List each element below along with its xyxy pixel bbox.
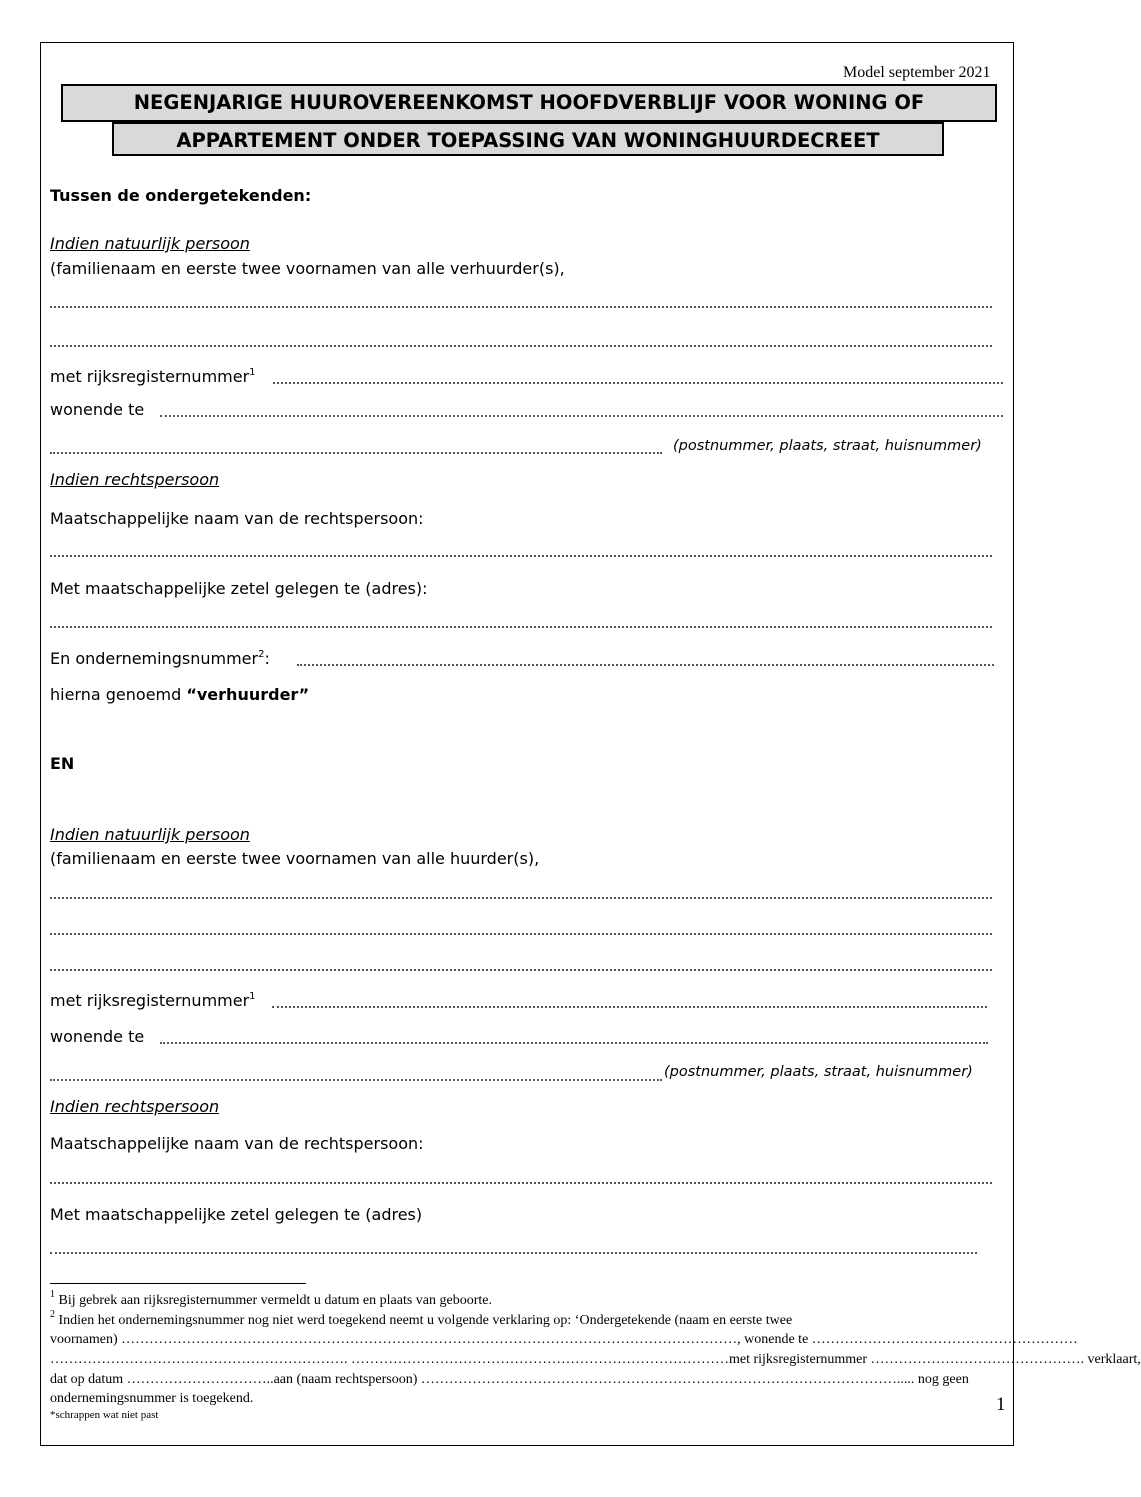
landlord-rijksregister-label: met rijksregisternummer$^1$ bbox=[50, 367, 256, 386]
landlord-address-field[interactable] bbox=[50, 451, 662, 454]
landlord-enterprise-field[interactable] bbox=[297, 663, 994, 666]
landlord-company-name-label: Maatschappelijke naam van de rechtspersoon: bbox=[50, 509, 424, 528]
landlord-wonende-field[interactable] bbox=[160, 414, 1003, 417]
landlord-rijksregister-field[interactable] bbox=[273, 381, 1003, 384]
tenant-company-name-field[interactable] bbox=[50, 1181, 992, 1184]
tenant-address-field[interactable] bbox=[50, 1078, 662, 1081]
tenant-natural-heading: Indien natuurlijk persoon bbox=[50, 825, 250, 844]
footnote-2-line-3: ………………………………………………………. ………………………………………………………………………met rijksregisternummer ………………………………………. verklaart, bbox=[50, 1352, 1141, 1367]
tenant-name-field-1[interactable] bbox=[50, 896, 992, 899]
separator-en: EN bbox=[50, 754, 75, 773]
tenant-rijksregister-label: met rijksregisternummer$^1$ bbox=[50, 991, 256, 1010]
landlord-address-hint: (postnummer, plaats, straat, huisnummer) bbox=[673, 438, 982, 454]
tenant-wonende-field[interactable] bbox=[160, 1041, 988, 1044]
landlord-hereinafter: hierna genoemd “verhuurder” bbox=[50, 685, 310, 704]
model-label: Model september 2021 bbox=[843, 64, 991, 81]
landlord-natural-desc: (familienaam en eerste twee voornamen van alle verhuurder(s), bbox=[50, 259, 565, 278]
footnote-1: $^1$ Bij gebrek aan rijksregisternummer vermeldt u datum en plaats van geboorte. bbox=[50, 1289, 492, 1308]
strike-note: *schrappen wat niet past bbox=[50, 1409, 159, 1421]
tenant-name-field-2[interactable] bbox=[50, 932, 992, 935]
landlord-legal-heading: Indien rechtspersoon bbox=[50, 470, 220, 489]
footnote-rule bbox=[50, 1283, 306, 1284]
tenant-seat-label: Met maatschappelijke zetel gelegen te (adres) bbox=[50, 1205, 423, 1224]
tenant-seat-field[interactable] bbox=[50, 1251, 977, 1254]
landlord-enterprise-label: En ondernemingsnummer$^2$: bbox=[50, 649, 270, 668]
tenant-name-field-3[interactable] bbox=[50, 968, 992, 971]
landlord-name-field-2[interactable] bbox=[50, 344, 992, 347]
landlord-company-name-field[interactable] bbox=[50, 554, 992, 557]
landlord-term: “verhuurder” bbox=[186, 685, 310, 704]
landlord-seat-field[interactable] bbox=[50, 625, 992, 628]
tenant-legal-heading: Indien rechtspersoon bbox=[50, 1097, 220, 1116]
landlord-natural-heading: Indien natuurlijk persoon bbox=[50, 234, 250, 253]
landlord-name-field-1[interactable] bbox=[50, 305, 992, 308]
footnote-2-line-1: $^2$ Indien het ondernemingsnummer nog niet werd toegekend neemt u volgende verklaring op: ‘Ondergetekende (naam en eerste twee bbox=[50, 1309, 793, 1328]
tenant-rijksregister-field[interactable] bbox=[272, 1005, 987, 1008]
tenant-company-name-label: Maatschappelijke naam van de rechtspersoon: bbox=[50, 1134, 424, 1153]
title-line-2: APPARTEMENT ONDER TOEPASSING VAN WONINGHUURDECREET bbox=[112, 122, 944, 156]
intro-heading: Tussen de ondergetekenden: bbox=[50, 186, 312, 205]
tenant-wonende-label: wonende te bbox=[50, 1027, 145, 1046]
tenant-address-hint: (postnummer, plaats, straat, huisnummer) bbox=[664, 1064, 973, 1080]
footnote-2-line-5: ondernemingsnummer is toegekend. bbox=[50, 1391, 254, 1406]
tenant-natural-desc: (familienaam en eerste twee voornamen van alle huurder(s), bbox=[50, 849, 540, 868]
footnote-2-line-2: voornamen) ……………………………………………………………………………………………………………………, wonende te ………………………………………………… bbox=[50, 1332, 1078, 1347]
title-line-1: NEGENJARIGE HUUROVEREENKOMST HOOFDVERBLIJF VOOR WONING OF bbox=[61, 84, 997, 122]
landlord-seat-label: Met maatschappelijke zetel gelegen te (adres): bbox=[50, 579, 428, 598]
landlord-wonende-label: wonende te bbox=[50, 400, 145, 419]
footnote-2-line-4: dat op datum …………………………..aan (naam rechtspersoon) …………………………………………………………………………………………..... nog geen bbox=[50, 1372, 969, 1387]
page-number: 1 bbox=[996, 1394, 1006, 1415]
